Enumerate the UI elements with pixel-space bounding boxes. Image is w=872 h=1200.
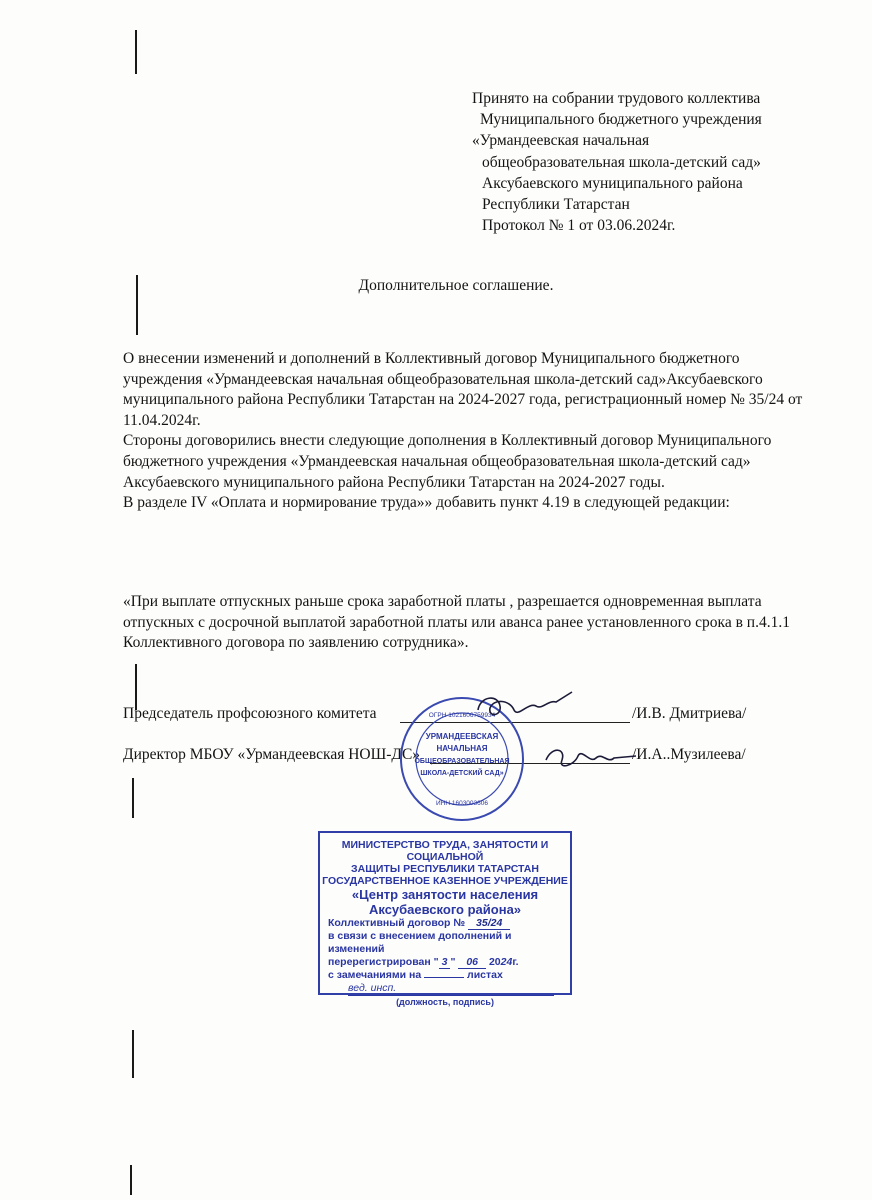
chair-signature-title: Председатель профсоюзного комитета <box>123 705 377 722</box>
header-line: Протокол № 1 от 03.06.2024г. <box>482 217 676 235</box>
body-paragraph: Стороны договорились внести следующие дополнения в Коллективный договор Муниципального бюджетного учреждения «Урмандеевская начальная общеобразовательная школа-детский сад» Аксубаевского муниципального района Республики Татарстан на 2024-2027 годы. <box>123 432 772 491</box>
header-line: Муниципального бюджетного учреждения <box>480 111 762 129</box>
stamp-ministry-line2: ЗАЩИТЫ РЕСПУБЛИКИ ТАТАРСТАН <box>351 863 539 875</box>
seal-ogrn: ОГРН 1021606759934 <box>428 712 496 719</box>
stamp-day: 3 <box>439 956 451 969</box>
document-body <box>123 349 803 514</box>
director-handwritten-signature <box>540 740 640 776</box>
seal-text: УРМАНДЕЕВСКАЯ <box>425 732 499 741</box>
director-signature-title: Директор МБОУ «Урмандеевская НОШ-ДС» <box>123 746 421 763</box>
stamp-contract-number: 35/24 <box>468 917 510 930</box>
header-line: Аксубаевского муниципального района <box>482 174 743 192</box>
header-line: «Урмандеевская начальная <box>472 132 650 150</box>
stamp-changes: в связи с внесением дополнений и изменений <box>328 930 512 955</box>
amendment-quote: «При выплате отпускных раньше срока заработной платы , разрешается одновременная выплата отпускных с досрочной выплатой заработной платы или аванса ранее установленного срока в п.4.1.1 Коллективного договора по заявлению сотрудника». <box>123 593 790 652</box>
scan-mark <box>130 1165 132 1195</box>
chair-handwritten-signature <box>470 688 580 728</box>
stamp-district: Аксубаевского района» <box>368 902 522 917</box>
header-line: Республики Татарстан <box>482 196 630 214</box>
seal-text: НАЧАЛЬНАЯ <box>436 744 488 753</box>
director-signature-name: /И.А..Музилеева/ <box>632 746 746 763</box>
stamp-year: 24 <box>500 956 513 968</box>
scan-mark <box>132 778 134 818</box>
body-paragraph: В разделе IV «Оплата и нормирование труда»» добавить пункт 4.19 в следующей редакции: <box>123 494 730 512</box>
document-title: Дополнительное соглашение. <box>358 277 554 294</box>
seal-inn: ИНН 1603003606 <box>435 800 489 807</box>
scan-mark <box>132 1030 134 1078</box>
stamp-position: вед. инсп. <box>348 982 554 996</box>
seal-text: ШКОЛА-ДЕТСКИЙ САД» <box>420 770 504 777</box>
stamp-year-prefix: 20 <box>488 956 501 968</box>
scan-mark <box>135 664 137 710</box>
seal-text: ОБЩЕОБРАЗОВАТЕЛЬНАЯ <box>414 758 510 765</box>
header-line: общеобразовательная школа-детский сад» <box>482 153 761 171</box>
stamp-sheets-label: листах <box>467 969 503 981</box>
registration-stamp <box>318 831 572 1007</box>
adoption-header <box>472 88 762 236</box>
stamp-year-suffix: г. <box>512 956 519 968</box>
stamp-center-name: «Центр занятости населения <box>351 887 539 902</box>
stamp-remarks-label: с замечаниями на <box>328 969 422 981</box>
stamp-agency: ГОСУДАРСТВЕННОЕ КАЗЕННОЕ УЧРЕЖДЕНИЕ <box>322 875 568 887</box>
stamp-contract-row <box>320 917 570 930</box>
stamp-ministry: МИНИСТЕРСТВО ТРУДА, ЗАНЯТОСТИ И СОЦИАЛЬНОЙ <box>341 839 549 863</box>
stamp-position-caption: (должность, подпись) <box>396 997 494 1007</box>
stamp-month: 06 <box>458 956 486 969</box>
stamp-remarks-row <box>320 969 570 982</box>
stamp-reregistered-row: перерегистрирован " 3 " 06 2024г. <box>328 956 519 968</box>
body-paragraph: О внесении изменений и дополнений в Коллективный договор Муниципального бюджетного учреждения «Урмандеевская начальная общеобразовательная школа-детский сад»Аксубаевского муниципального района Республики Татарстан на 2024-2027 года, регистрационный номер № 35/24 от 11.04.2024г. <box>123 350 803 429</box>
chair-signature-name: /И.В. Дмитриева/ <box>632 705 747 722</box>
header-line: Принято на собрании трудового коллектива <box>472 90 761 107</box>
scan-mark <box>135 30 137 74</box>
stamp-contract-label: Коллективный договор № <box>328 917 466 929</box>
stamp-reregistered-label: перерегистрирован " <box>328 956 439 968</box>
